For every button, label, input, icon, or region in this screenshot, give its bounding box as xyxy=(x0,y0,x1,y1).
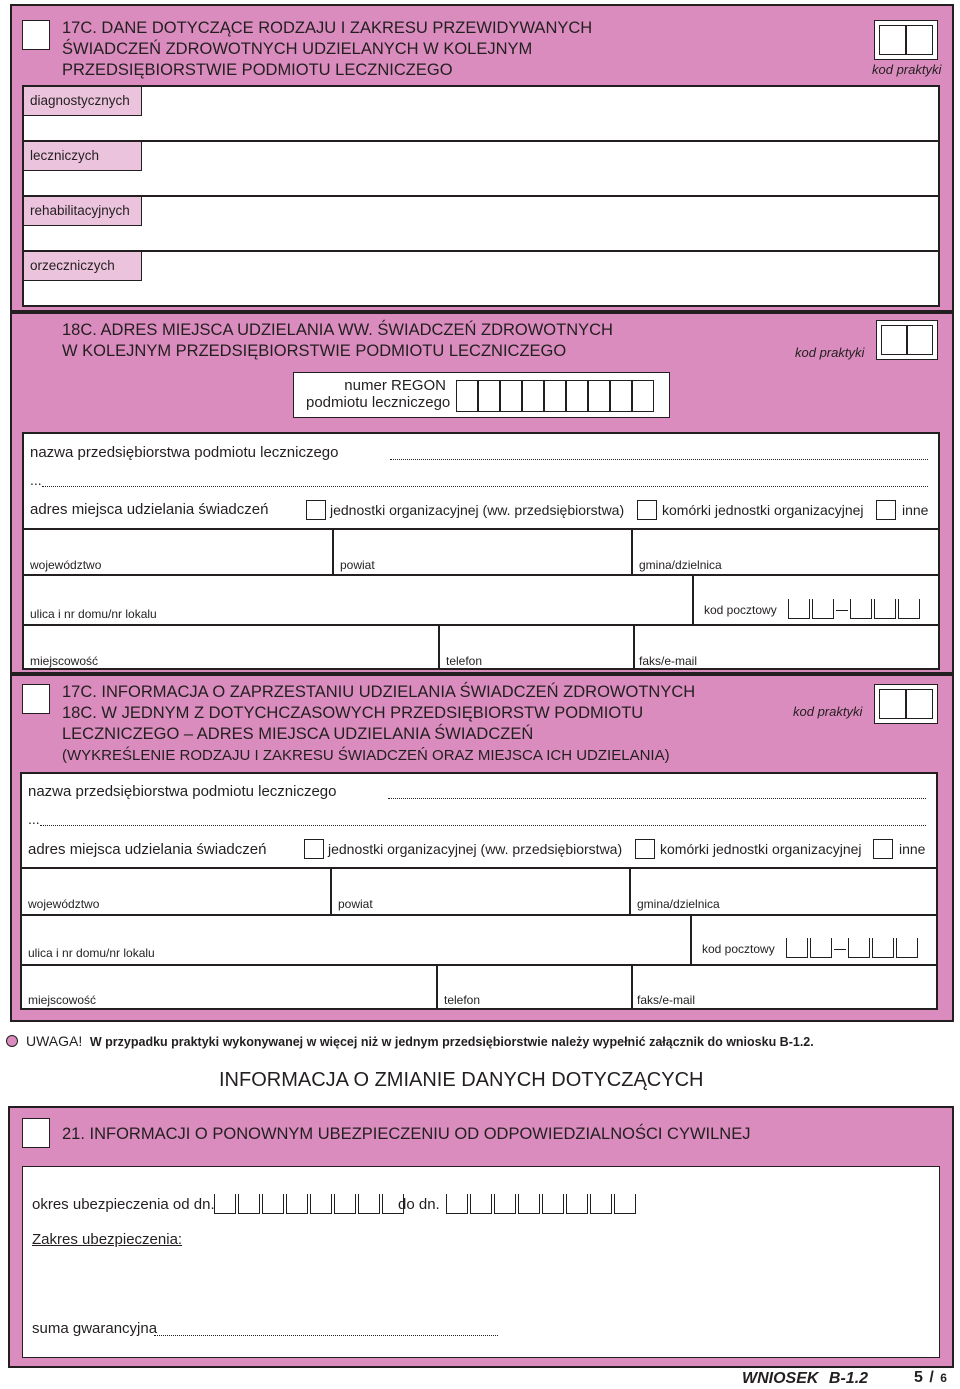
powiat-field[interactable]: powiat xyxy=(340,558,375,572)
section-zaprzestanie-checkbox[interactable] xyxy=(22,684,50,714)
section-17c-checkbox[interactable] xyxy=(22,20,50,50)
zakres-label: Zakres ubezpieczenia: xyxy=(32,1231,183,1248)
miejscowosc-field[interactable]: miejscowość xyxy=(30,654,99,668)
uwaga-note: UWAGA! W przypadku praktyki wykonywanej w więcej niż w jednym przedsiębiorstwie należy wypełnić załącznik do wniosku B-1.2. xyxy=(26,1033,814,1049)
nazwa-input-line2[interactable] xyxy=(42,486,928,487)
uwaga-bullet-icon xyxy=(6,1035,18,1047)
faks-field[interactable]: faks/e-mail xyxy=(639,654,698,668)
telefon-field[interactable]: telefon xyxy=(444,993,481,1007)
regon-input[interactable] xyxy=(456,380,654,412)
opt-jednostki-checkbox[interactable] xyxy=(306,500,326,520)
kod-pocztowy-label: kod pocztowy xyxy=(702,942,775,956)
faks-field[interactable]: faks/e-mail xyxy=(637,993,696,1007)
okres-od-date-input[interactable] xyxy=(214,1194,406,1214)
regon-label: numer REGON podmiotu leczniczego xyxy=(306,377,451,411)
nazwa-input-line2[interactable] xyxy=(40,825,926,826)
miejscowosc-field[interactable]: miejscowość xyxy=(28,993,97,1007)
ulica-field[interactable]: ulica i nr domu/nr lokalu xyxy=(28,946,155,960)
section-21-title: 21. INFORMACJI O PONOWNYM UBEZPIECZENIU OD ODPOWIEDZIALNOŚCI CYWILNEJ xyxy=(62,1125,751,1143)
okres-od-label: okres ubezpieczenia od dn. xyxy=(32,1196,215,1213)
nazwa-label: nazwa przedsiębiorstwa podmiotu leczniczego xyxy=(30,444,339,461)
row-orzeczniczych: orzeczniczych xyxy=(30,258,115,273)
footer-page: 5 / 6 xyxy=(914,1369,947,1386)
kod-praktyki-box[interactable] xyxy=(874,684,938,724)
kod-pocztowy-input[interactable] xyxy=(786,938,920,958)
okres-do-label: do dn. xyxy=(398,1196,440,1213)
telefon-field[interactable]: telefon xyxy=(446,654,483,668)
gmina-field[interactable]: gmina/dzielnica xyxy=(639,558,722,572)
nazwa-input[interactable] xyxy=(388,798,926,799)
kod-praktyki-box[interactable] xyxy=(874,20,938,60)
opt-inne-checkbox[interactable] xyxy=(873,839,893,859)
ulica-field[interactable]: ulica i nr domu/nr lokalu xyxy=(30,607,157,621)
section-zaprzestanie-address-table xyxy=(20,772,938,1010)
kod-praktyki-label: kod praktyki xyxy=(872,62,942,77)
nazwa-label: nazwa przedsiębiorstwa podmiotu leczniczego xyxy=(28,783,337,800)
gmina-field[interactable]: gmina/dzielnica xyxy=(637,897,720,911)
section-18c-title: 18C. ADRES MIEJSCA UDZIELANIA WW. ŚWIADCZEŃ ZDROWOTNYCH W KOLEJNYM PRZEDSIĘBIORSTWIE PODMIOTU LECZNICZEGO xyxy=(62,321,613,360)
kod-praktyki-label: kod praktyki xyxy=(793,704,863,719)
opt-inne-checkbox[interactable] xyxy=(876,500,896,520)
opt-inne-label: inne xyxy=(902,502,929,518)
adres-label: adres miejsca udzielania świadczeń xyxy=(28,841,267,858)
opt-jednostki-label: jednostki organizacyjnej (ww. przedsiębiorstwa) xyxy=(328,841,623,857)
opt-komorki-checkbox[interactable] xyxy=(637,500,657,520)
opt-inne-label: inne xyxy=(899,841,926,857)
section-zaprzestanie-title: 17C. INFORMACJA O ZAPRZESTANIU UDZIELANIA ŚWIADCZEŃ ZDROWOTNYCH 18C. W JEDNYM Z DOTYCHCZASOWYCH PRZEDSIĘBIORSTW PODMIOTU LECZNICZEGO – ADRES MIEJSCA UDZIELANIA ŚWIADCZEŃ (WYKREŚLENIE RODZAJU I ZAKRESU ŚWIADCZEŃ ORAZ MIEJSCA ICH UDZIELANIA) xyxy=(62,683,696,764)
footer-form-id: WNIOSEK B-1.2 xyxy=(742,1370,869,1387)
nazwa-input[interactable] xyxy=(390,459,928,460)
section-17c-title: 17C. DANE DOTYCZĄCE RODZAJU I ZAKRESU PRZEWIDYWANYCH ŚWIADCZEŃ ZDROWOTNYCH UDZIELANYCH W KOLEJNYM PRZEDSIĘBIORSTWIE PODMIOTU LECZNICZEGO xyxy=(62,19,593,79)
row-leczniczych: leczniczych xyxy=(30,148,100,163)
opt-komorki-label: komórki jednostki organizacyjnej xyxy=(662,502,864,518)
info-heading: INFORMACJA O ZMIANIE DANYCH DOTYCZĄCYCH xyxy=(219,1069,704,1091)
adres-label: adres miejsca udzielania świadczeń xyxy=(30,501,269,518)
opt-komorki-label: komórki jednostki organizacyjnej xyxy=(660,841,862,857)
wojewodztwo-field[interactable]: województwo xyxy=(30,558,102,572)
kod-pocztowy-input[interactable] xyxy=(788,599,922,619)
kod-praktyki-box[interactable] xyxy=(876,320,938,360)
suma-input[interactable] xyxy=(154,1335,498,1336)
row-rehabilitacyjnych: rehabilitacyjnych xyxy=(30,203,130,218)
powiat-field[interactable]: powiat xyxy=(338,897,373,911)
wojewodztwo-field[interactable]: województwo xyxy=(28,897,100,911)
section-21-checkbox[interactable] xyxy=(22,1118,50,1148)
opt-jednostki-checkbox[interactable] xyxy=(304,839,324,859)
kod-praktyki-label: kod praktyki xyxy=(795,345,865,360)
opt-komorki-checkbox[interactable] xyxy=(635,839,655,859)
okres-do-date-input[interactable] xyxy=(446,1194,638,1214)
row-diagnostycznych: diagnostycznych xyxy=(30,93,130,108)
opt-jednostki-label: jednostki organizacyjnej (ww. przedsiębiorstwa) xyxy=(330,502,625,518)
section-18c-address-table xyxy=(22,432,940,670)
kod-pocztowy-label: kod pocztowy xyxy=(704,603,777,617)
suma-label: suma gwarancyjna xyxy=(32,1320,158,1337)
